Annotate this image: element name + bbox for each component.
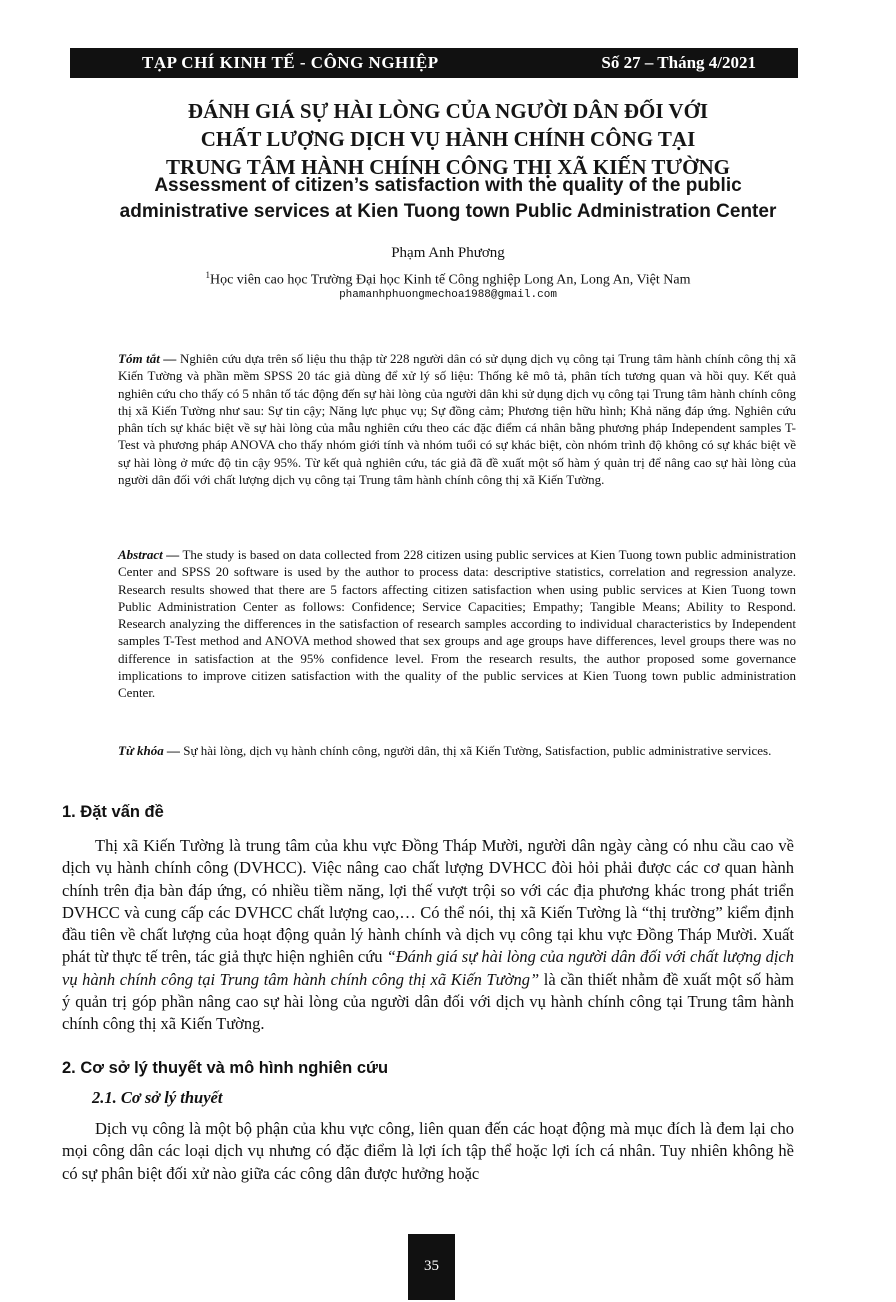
abstract-vi-text: Nghiên cứu dựa trên số liệu thu thập từ 228 người dân có sử dụng dịch vụ công tại Trung tâm hành chính công thị xã Kiến Tường và phần mềm SPSS 20 tác giả dùng để xử lý số liệu: Thống kê mô tả, phân tích tương quan và hồi quy. Kết quả nghiên cứu cho thấy có 5 nhân tố tác động đến sự hài lòng của người dân khi sử dụng dịch vụ công tại Trung tâm hành chính công thị xã Kiến Tường như sau: Sự tin cậy; Năng lực phục vụ; Sự đồng cảm; Phương tiện hữu hình; Khả năng đáp ứng. Nghiên cứu phân tích sự khác biệt về sự hài lòng của mẫu nghiên cứu theo các đặc điểm cá nhân bằng phương pháp Independent samples T-Test và phương pháp ANOVA cho thấy nhóm giới tính và nhóm tuổi có sự khác biệt, còn nhóm trình độ không có sự khác biệt về sự hài lòng ở mức độ tin cậy 95%. Từ kết quả nghiên cứu, tác giả đã đề xuất một số hàm ý quản trị để nâng cao sự hài lòng của người dân đối với chất lượng dịch vụ công tại Trung tâm hành chính công thị xã Kiến Tường. — [118, 351, 796, 488]
section-2-heading: 2. Cơ sở lý thuyết và mô hình nghiên cứu — [62, 1059, 389, 1077]
title-en-line: administrative services at Kien Tuong town Public Administration Center — [119, 201, 777, 222]
abstract-vietnamese — [118, 350, 796, 488]
title-vi-line: TRUNG TÂM HÀNH CHÍNH CÔNG THỊ XÃ KIẾN TƯỜNG — [166, 155, 730, 179]
abstract-en-text: The study is based on data collected from 228 citizen using public services at Kien Tuong town public administration Center and SPSS 20 software is used by the author to process data: descriptive statistics, correlation and regression analyze. Research results showed that there are 5 factors affecting citizen satisfaction when using public services at Kien Tuong town Public Administration Center as follows: Confidence; Service Capacities; Empathy; Tangible Means; Ability to Respond. Research analyzing the differences in the satisfaction of research samples according to individual characteristics by Independent samples T-Test method and ANOVA method showed that sex groups and age groups have differences, level groups there was no difference in satisfaction at the 95% confidence level. From the research results, the author proposed some governance implications to improve citizen satisfaction with the quality of the public services at Kien Tuong town public administration Center. — [118, 547, 797, 701]
section-2-1-heading: 2.1. Cơ sở lý thuyết — [92, 1088, 223, 1107]
page-number: 35 — [424, 1258, 439, 1274]
section-1-text-start: Thị xã Kiến Tường là trung tâm của khu vực Đồng Tháp Mười, người dân ngày càng có nhu cầu cao về dịch vụ hành chính công (DVHCC). Việc nâng cao chất lượng DVHCC đòi hỏi phải được các cơ quan hành chính trên địa bàn đáp ứng, có nhiều tiềm năng, lợi thế vượt trội so với các địa phương khác trong phát triển DVHCC và cung cấp các DVHCC chất lượng cao,… Có thể nói, thị xã Kiến Tường là “thị trường” kiểm định đầu tiên về chất lượng của hoạt động quản lý hành chính và dịch vụ công tại khu vực Đồng Tháp Mười. Xuất phát từ thực tế trên, tác giả thực hiện nghiên cứu — [62, 836, 794, 967]
abstract-en-label: Abstract — — [118, 547, 180, 562]
author-email: phamanhphuongmechoa1988@gmail.com — [339, 289, 557, 301]
journal-header-bar — [70, 48, 798, 78]
keywords-text: Sự hài lòng, dịch vụ hành chính công, người dân, thị xã Kiến Tường, Satisfaction, public administrative services. — [183, 743, 772, 758]
title-vi-line: ĐÁNH GIÁ SỰ HÀI LÒNG CỦA NGƯỜI DÂN ĐỐI VỚI — [187, 99, 709, 123]
title-en-line: Assessment of citizen’s satisfaction with the quality of the public — [154, 175, 742, 196]
section-1-text-end: là cần thiết nhằm đề xuất một số hàm ý quản trị góp phần nâng cao sự hài lòng của người dân đối với dịch vụ hành chính công tại Trung tâm hành chính công thị xã Kiến Tường. — [62, 969, 794, 1034]
title-vietnamese — [60, 97, 836, 181]
title-vi-line: CHẤT LƯỢNG DỊCH VỤ HÀNH CHÍNH CÔNG TẠI — [200, 127, 696, 151]
page-number-box — [408, 1234, 455, 1300]
keywords-label: Từ khóa — — [118, 743, 180, 758]
abstract-english — [118, 546, 796, 702]
affiliation-mark: 1 — [205, 270, 210, 280]
issue-label: Số 27 – Tháng 4/2021 — [601, 53, 756, 72]
section-1-heading: 1. Đặt vấn đề — [62, 803, 164, 821]
section-1-study-title: “Đánh giá sự hài lòng của người dân đối với chất lượng dịch vụ hành chính công tại Trung tâm hành chính công thị xã Kiến Tường” — [62, 947, 795, 989]
author-affiliation — [0, 270, 896, 289]
keywords — [118, 742, 796, 759]
journal-name: TẠP CHÍ KINH TẾ - CÔNG NGHIỆP — [142, 53, 439, 72]
section-2-paragraph: Dịch vụ công là một bộ phận của khu vực công, liên quan đến các hoạt động mà mục đích là đem lại cho mọi công dân các loại dịch vụ nhưng có đặc điểm là lợi ích tập thể hoặc lợi ích cá nhân. Tuy nhiên không hề có sự phân biệt đối xử nào giữa các công dân được hưởng hoặc — [62, 1119, 794, 1183]
affiliation-text: Học viên cao học Trường Đại học Kinh tế Công nghiệp Long An, Long An, Việt Nam — [209, 272, 691, 288]
author-name: Phạm Anh Phương — [391, 245, 505, 261]
title-english — [60, 173, 836, 225]
abstract-vi-label: Tóm tắt — — [118, 351, 177, 366]
section-1-paragraph — [62, 835, 794, 1036]
